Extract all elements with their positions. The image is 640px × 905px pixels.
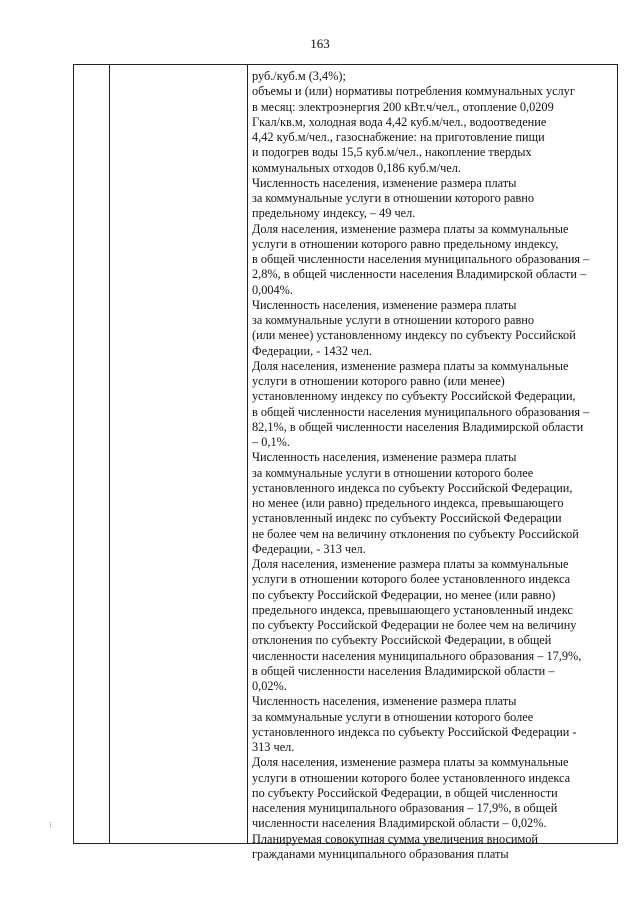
text-line: установленного индекса по субъекту Российской Федерации, [252, 480, 573, 495]
text-line: 313 чел. [252, 740, 295, 754]
text-line: 82,1%, в общей численности населения Владимирской области [252, 419, 584, 434]
table-column-divider [109, 65, 110, 843]
text-line: предельного индекса, превышающего установленный индекс [252, 602, 573, 617]
text-line: Численность населения, изменение размера платы [252, 175, 517, 190]
text-line: Федерации, - 313 чел. [252, 541, 366, 556]
page-number: 163 [310, 36, 330, 51]
text-line: в общей численности населения Владимирской области – [252, 663, 555, 678]
text-line: за коммунальные услуги в отношении которого более [252, 709, 534, 724]
text-line: услуги в отношении которого равно (или менее) [252, 374, 505, 388]
text-line: Доля населения, изменение размера платы за коммунальные [252, 755, 569, 770]
text-line: Численность населения, изменение размера платы [252, 450, 517, 465]
text-line: 0,02%. [252, 679, 287, 693]
text-line: по субъекту Российской Федерации, в общей численности [252, 785, 558, 800]
text-line: 0,004%. [252, 282, 293, 297]
text-line: 4,42 куб.м/чел., газоснабжение: на приготовление пищи [252, 130, 545, 144]
text-line: отклонения по субъекту Российской Федерации, в общей [252, 633, 552, 648]
text-line: установленному индексу по субъекту Российской Федерации, [252, 389, 576, 404]
text-line: Доля населения, изменение размера платы за коммунальные [252, 358, 569, 373]
document-table [73, 64, 618, 861]
text-line: гражданами муниципального образования платы [252, 846, 509, 861]
table-column-divider [247, 65, 248, 843]
text-line: за коммунальные услуги в отношении которого более [252, 465, 534, 480]
text-line: населения муниципального образования – 17,9%, в общей [252, 801, 558, 815]
text-line: Численность населения, изменение размера платы [252, 694, 517, 709]
text-line: (или менее) установленному индексу по субъекту Российской [252, 328, 576, 343]
text-line: Доля населения, изменение размера платы за коммунальные [252, 221, 569, 236]
text-line: по субъекту Российской Федерации, но менее (или равно) [252, 587, 556, 602]
text-line: Гкал/кв.м, холодная вода 4,42 куб.м/чел., водоотведение [252, 114, 547, 129]
text-line: предельному индексу, – 49 чел. [252, 206, 416, 221]
text-line: руб./куб.м (3,4%); [252, 69, 346, 83]
text-line: в общей численности населения муниципального образования – [252, 404, 590, 419]
text-line: за коммунальные услуги в отношении которого равно [252, 191, 535, 205]
text-line: Доля населения, изменение размера платы за коммунальные [252, 557, 569, 571]
text-line: численности населения муниципального образования – 17,9%, [252, 648, 582, 663]
margin-mark: ⁝ [49, 820, 52, 830]
text-line: установленного индекса по субъекту Российской Федерации - [252, 724, 577, 739]
text-line: коммунальных отходов 0,186 куб.м/чел. [252, 160, 461, 175]
text-line: услуги в отношении которого равно предельному индексу, [252, 236, 559, 251]
text-line: за коммунальные услуги в отношении которого равно [252, 313, 535, 327]
text-line: 2,8%, в общей численности населения Владимирской области – [252, 267, 587, 282]
text-line: по субъекту Российской Федерации не более чем на величину [252, 618, 577, 632]
text-line: Федерации, - 1432 чел. [252, 343, 372, 358]
text-line: – 0,1%. [252, 435, 290, 449]
text-line: и подогрев воды 15,5 куб.м/чел., накопление твердых [252, 145, 532, 160]
text-line: услуги в отношении которого более установленного индекса [252, 770, 571, 785]
text-line: в общей численности населения муниципального образования – [252, 252, 590, 266]
text-line: Численность населения, изменение размера платы [252, 297, 517, 312]
text-line: в месяц: электроэнергия 200 кВт.ч/чел., отопление 0,0209 [252, 99, 554, 114]
text-line: Планируемая совокупная сумма увеличения вносимой [252, 831, 539, 846]
text-line: объемы и (или) нормативы потребления коммунальных услуг [252, 84, 575, 99]
text-line: но менее (или равно) предельного индекса, превышающего [252, 496, 564, 510]
text-line: численности населения Владимирской области – 0,02%. [252, 816, 547, 831]
text-line: установленный индекс по субъекту Российской Федерации [252, 511, 562, 526]
text-line: не более чем на величину отклонения по субъекту Российской [252, 526, 579, 541]
table-text-cell [252, 69, 616, 862]
text-line: услуги в отношении которого более установленного индекса [252, 572, 571, 587]
